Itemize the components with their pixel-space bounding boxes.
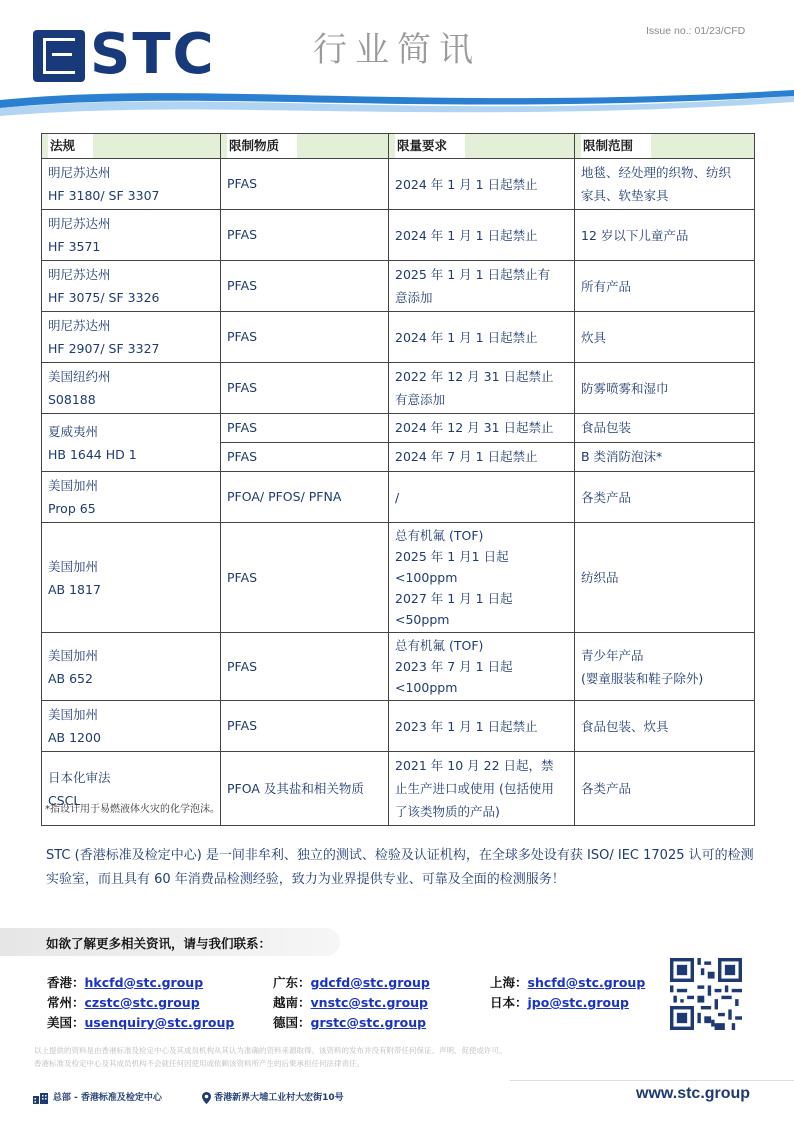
law-cell: 美国加州 AB 1200 [42, 701, 221, 752]
stc-logo-mark [33, 30, 85, 82]
location-pin-icon [202, 1092, 211, 1104]
law-cell: 明尼苏达州 HF 3180/ SF 3307 [42, 159, 221, 210]
law-cell: 美国纽约州 S08188 [42, 363, 221, 414]
requirement-cell: 总有机氟 (TOF) 2023 年 7 月 1 日起 <100ppm [389, 633, 575, 701]
requirement-cell: 2022 年 12 月 31 日起禁止 有意添加 [389, 363, 575, 414]
substance-cell: PFAS [221, 210, 389, 261]
law-cell: 明尼苏达州 HF 2907/ SF 3327 [42, 312, 221, 363]
requirement-cell: 2024 年 1 月 1 日起禁止 [389, 210, 575, 261]
requirement-cell: 2024 年 7 月 1 日起禁止 [389, 443, 575, 472]
requirement-cell: 2025 年 1 月 1 日起禁止有 意添加 [389, 261, 575, 312]
table-row [42, 159, 755, 210]
scope-cell: B 类消防泡沫* [575, 443, 755, 472]
substance-cell: PFAS [221, 633, 389, 701]
substance-cell: PFAS [221, 414, 389, 443]
substance-cell: PFAS [221, 159, 389, 210]
substance-cell: PFAS [221, 701, 389, 752]
scope-cell: 食品包装、炊具 [575, 701, 755, 752]
email-link[interactable]: shcfd@stc.group [527, 975, 646, 990]
substance-cell: PFAS [221, 261, 389, 312]
contact-japan: 日本：jpo@stc.group [490, 995, 629, 1010]
law-cell: 明尼苏达州 HF 3571 [42, 210, 221, 261]
law-cell: 明尼苏达州 HF 3075/ SF 3326 [42, 261, 221, 312]
table-row [42, 523, 755, 633]
table-row [42, 261, 755, 312]
requirement-cell: / [389, 472, 575, 523]
law-cell: 美国加州 AB 652 [42, 633, 221, 701]
about-stc-paragraph: STC (香港标准及检定中心) 是一间非牟利、独立的测试、检验及认证机构，在全球多处设有获 ISO/ IEC 17025 认可的检测实验室，而且具有 60 年消费品检测经验，致力为业界提供专业、可靠及全面的检测服务！ [46, 848, 754, 887]
email-link[interactable]: hkcfd@stc.group [84, 975, 204, 990]
email-link[interactable]: usenquiry@stc.group [84, 1015, 235, 1030]
header-law: 法规 [42, 134, 221, 159]
scope-cell: 青少年产品 (婴童服装和鞋子除外) [575, 633, 755, 701]
requirement-cell: 总有机氟 (TOF) 2025 年 1 月1 日起 <100ppm 2027 年 1 月 1 日起 <50ppm [389, 523, 575, 633]
table-row [42, 363, 755, 414]
table-row [42, 210, 755, 261]
requirement-cell: 2023 年 1 月 1 日起禁止 [389, 701, 575, 752]
disclaimer: 以上提供的资料是由香港标准及检定中心及其成员机构从其认为准确的资料来源取得。该资料的发布并没有附带任何保证、声明、促使或许可。 香港标准及检定中心及其成员机构不会就任何因使用或依赖该资料所产生的后果承担任何法律责任。 [34, 1046, 507, 1068]
scope-cell: 地毯、经处理的织物、纺织 家具、软垫家具 [575, 159, 755, 210]
requirement-cell: 2024 年 1 月 1 日起禁止 [389, 159, 575, 210]
scope-cell: 12 岁以下儿童产品 [575, 210, 755, 261]
requirement-cell: 2024 年 12 月 31 日起禁止 [389, 414, 575, 443]
table-row [42, 701, 755, 752]
requirement-cell: 2024 年 1 月 1 日起禁止 [389, 312, 575, 363]
law-cell: 美国加州 Prop 65 [42, 472, 221, 523]
header-scope: 限制范围 [575, 134, 755, 159]
qr-code-icon[interactable] [670, 958, 742, 1030]
substance-cell: PFOA/ PFOS/ PFNA [221, 472, 389, 523]
footer-divider [510, 1080, 794, 1081]
law-cell: 夏威夷州 HB 1644 HD 1 [42, 414, 221, 472]
law-cell: 日本化审法 CSCL [42, 752, 221, 826]
contact-hongkong: 香港：hkcfd@stc.group [47, 975, 204, 990]
stc-logo-text: STC [90, 22, 216, 87]
building-icon [32, 1092, 50, 1104]
scope-cell: 食品包装 [575, 414, 755, 443]
contact-vietnam: 越南：vnstc@stc.group [273, 995, 429, 1010]
scope-cell: 所有产品 [575, 261, 755, 312]
substance-cell: PFAS [221, 312, 389, 363]
substance-cell: PFAS [221, 363, 389, 414]
header-swoosh-decoration [0, 82, 794, 126]
footer-website[interactable]: www.stc.group [636, 1085, 751, 1102]
email-link[interactable]: vnstc@stc.group [310, 995, 429, 1010]
footer-headquarters: 总部 - 香港标准及检定中心 [32, 1090, 162, 1104]
issue-number: Issue no.: 01/23/CFD [646, 25, 746, 37]
email-link[interactable]: gdcfd@stc.group [310, 975, 430, 990]
scope-cell: 炊具 [575, 312, 755, 363]
header-substance: 限制物质 [221, 134, 389, 159]
contact-germany: 德国：grstc@stc.group [273, 1015, 427, 1030]
scope-cell: 各类产品 [575, 752, 755, 826]
table-footnote: *指设计用于易燃液体火灾的化学泡沫。 [45, 804, 220, 815]
table-header-row [42, 134, 755, 159]
table-row [42, 472, 755, 523]
requirement-cell: 2021 年 10 月 22 日起，禁 止生产进口或使用 (包括使用 了该类物质的产品) [389, 752, 575, 826]
header-requirement: 限量要求 [389, 134, 575, 159]
email-link[interactable]: czstc@stc.group [84, 995, 200, 1010]
table-row [42, 312, 755, 363]
newsletter-title: 行业简讯 [313, 30, 481, 70]
footer-address: 香港新界大埔工业村大宏街10号 [202, 1090, 344, 1104]
law-cell: 美国加州 AB 1817 [42, 523, 221, 633]
contact-shanghai: 上海：shcfd@stc.group [490, 975, 646, 990]
substance-cell: PFOA 及其盐和相关物质 [221, 752, 389, 826]
contact-heading-band [0, 928, 340, 956]
contact-heading: 如欲了解更多相关资讯，请与我们联系： [46, 936, 272, 951]
substance-cell: PFAS [221, 523, 389, 633]
table-row [42, 414, 755, 443]
scope-cell: 纺织品 [575, 523, 755, 633]
contact-guangdong: 广东：gdcfd@stc.group [273, 975, 430, 990]
contact-usa: 美国：usenquiry@stc.group [47, 1015, 235, 1030]
contact-changzhou: 常州：czstc@stc.group [47, 995, 200, 1010]
page-header [0, 0, 794, 125]
scope-cell: 各类产品 [575, 472, 755, 523]
email-link[interactable]: jpo@stc.group [527, 995, 629, 1010]
substance-cell: PFAS [221, 443, 389, 472]
email-link[interactable]: grstc@stc.group [310, 1015, 427, 1030]
table-row [42, 633, 755, 701]
regulation-table [41, 133, 755, 826]
scope-cell: 防雾喷雾和湿巾 [575, 363, 755, 414]
